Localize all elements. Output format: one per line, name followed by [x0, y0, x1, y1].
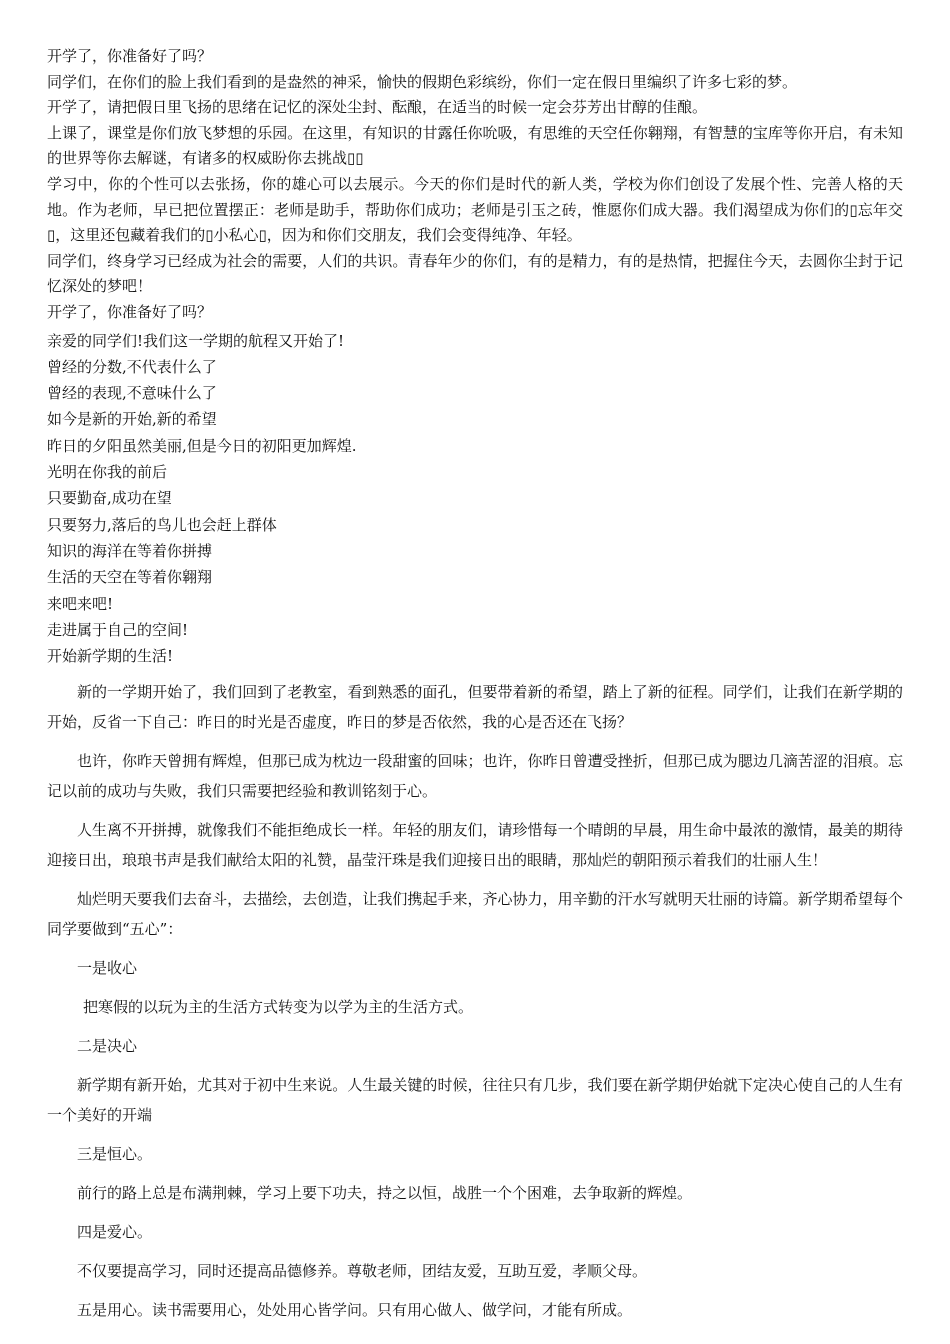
intro-line: 开学了，请把假日里飞扬的思绪在记忆的深处尘封、酝酿，在适当的时候一定会芬芳出甘醇的佳酿。: [47, 98, 708, 117]
poem-line: 只要努力,落后的鸟儿也会赶上群体: [47, 515, 277, 534]
heart-heading-1: 一是收心: [77, 959, 138, 978]
poem-line: 走进属于自己的空间!: [47, 620, 189, 639]
intro-line: 上课了，课堂是你们放飞梦想的乐园。在这里，有知识的甘露任你吮吸，有思维的天空任你翱翔，有智慧的宝库等你开启，有未知的世界等你去解谜，有诸多的权威盼你去挑战▯▯: [47, 123, 903, 168]
poem-line: 曾经的表现,不意味什么了: [47, 384, 217, 403]
body-section: [47, 677, 903, 1325]
body-paragraph: 人生离不开拼搏，就像我们不能拒绝成长一样。年轻的朋友们，请珍惜每一个晴朗的早晨，用生命中最浓的激情，最美的期待迎接日出，琅琅书声是我们献给太阳的礼赞，晶莹汗珠是我们迎接日出的眼睛，那灿烂的朝阳预示着我们的壮丽人生！: [47, 821, 903, 870]
poem-line: 知识的海洋在等着你拼搏: [47, 541, 213, 560]
poem-line: 昨日的夕阳虽然美丽,但是今日的初阳更加辉煌.: [47, 436, 357, 455]
poem-section: [47, 328, 903, 670]
poem-line: 来吧来吧!: [47, 594, 114, 613]
poem-line: 开始新学期的生活!: [47, 647, 174, 666]
heart-detail-3: 前行的路上总是布满荆棘，学习上要下功夫，持之以恒，战胜一个个困难，去争取新的辉煌。: [77, 1184, 693, 1203]
intro-line: 同学们，在你们的脸上我们看到的是盎然的神采，愉快的假期色彩缤纷，你们一定在假日里编织了许多七彩的梦。: [47, 72, 798, 91]
poem-line: 只要勤奋,成功在望: [47, 489, 172, 508]
heart-heading-5: 五是用心。读书需要用心，处处用心皆学问。只有用心做人、做学问，才能有所成。: [77, 1301, 633, 1320]
heart-heading-3: 三是恒心。: [77, 1145, 153, 1164]
intro-line: 同学们，终身学习已经成为社会的需要，人们的共识。青春年少的你们，有的是精力，有的是热情，把握住今天，去圆你尘封于记忆深处的梦吧！: [47, 251, 903, 296]
body-paragraph: 新的一学期开始了，我们回到了老教室，看到熟悉的面孔，但要带着新的希望，踏上了新的征程。同学们，让我们在新学期的开始，反省一下自己：昨日的时光是否虚度，昨日的梦是否依然，我的心是否还在飞扬？: [47, 683, 903, 732]
intro-line: 开学了，你准备好了吗？: [47, 47, 213, 65]
document-page: [47, 44, 903, 1334]
poem-line: 亲爱的同学们!我们这一学期的航程又开始了!: [47, 331, 345, 350]
intro-section: [47, 44, 903, 326]
intro-line: 开学了，你准备好了吗？: [47, 302, 213, 321]
poem-line: 曾经的分数,不代表什么了: [47, 357, 217, 376]
poem-line: 光明在你我的前后: [47, 463, 168, 482]
heart-detail-2: 新学期有新开始，尤其对于初中生来说。人生最关键的时候，往往只有几步，我们要在新学期伊始就下定决心使自己的人生有一个美好的开端: [47, 1076, 903, 1125]
heart-detail-4: 不仅要提高学习，同时还提高品德修养。尊敬老师，团结友爱，互助互爱，孝顺父母。: [77, 1262, 648, 1281]
intro-line: 学习中，你的个性可以去张扬，你的雄心可以去展示。今天的你们是时代的新人类，学校为你们创设了发展个性、完善人格的天地。作为老师，早已把位置摆正：老师是助手，帮助你们成功；老师是引玉之砖，惟愿你们成大器。我们渴望成为你们的▯忘年交▯，这里还包藏着我们的▯小私心▯，因为和你们交朋友，我们会变得纯净、年轻。: [47, 174, 903, 245]
poem-line: 如今是新的开始,新的希望: [47, 410, 217, 429]
body-paragraph: 灿烂明天要我们去奋斗，去描绘，去创造，让我们携起手来，齐心协力，用辛勤的汗水写就明天壮丽的诗篇。新学期希望每个同学要做到“五心”：: [47, 890, 903, 939]
heart-heading-4: 四是爱心。: [77, 1223, 153, 1242]
heart-heading-2: 二是决心: [77, 1037, 138, 1056]
poem-line: 生活的天空在等着你翱翔: [47, 568, 213, 587]
heart-detail-1: 把寒假的以玩为主的生活方式转变为以学为主的生活方式。: [83, 998, 474, 1017]
body-paragraph: 也许，你昨天曾拥有辉煌，但那已成为枕边一段甜蜜的回味；也许，你昨日曾遭受挫折，但那已成为腮边几滴苦涩的泪痕。忘记以前的成功与失败，我们只需要把经验和教训铭刻于心。: [47, 752, 903, 801]
